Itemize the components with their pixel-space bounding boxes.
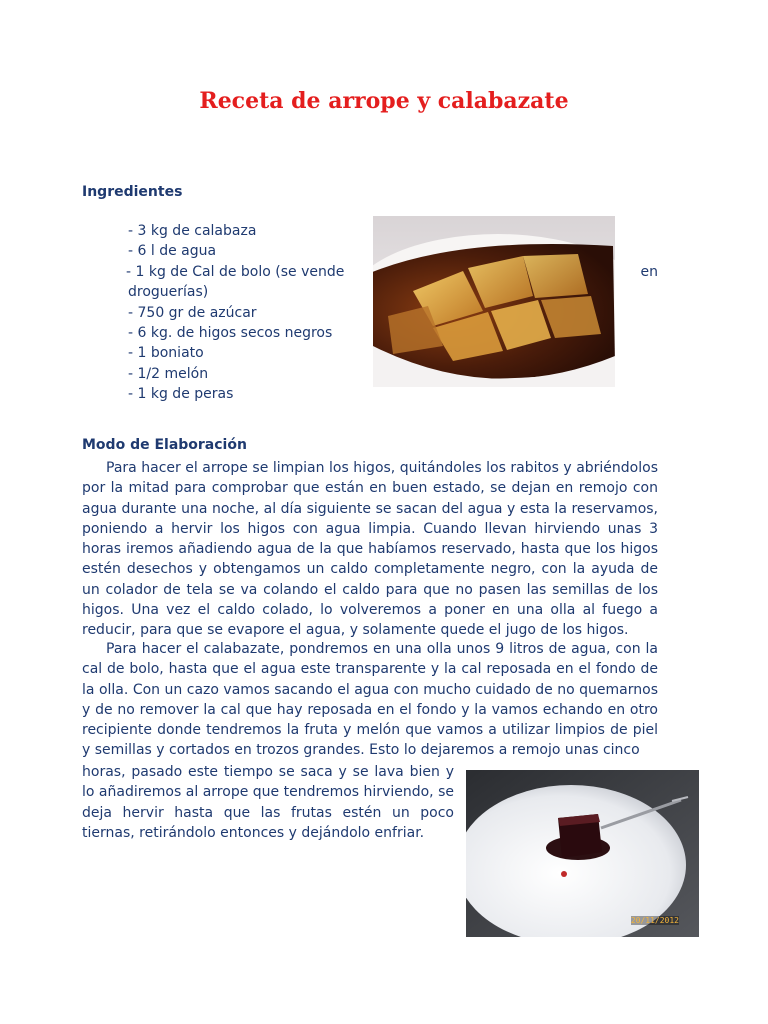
ingredient-text: - 6 l de agua xyxy=(128,243,217,260)
ingredient-text-suffix: en xyxy=(640,263,658,280)
plated-serving-illustration xyxy=(466,770,699,937)
ingredients-heading: Ingredientes xyxy=(82,184,183,200)
method-paragraph-1: Para hacer el arrope se limpian los higos, quitándoles los rabitos y abriéndolos por la mitad para comprobar que están en buen estado, se dejan en remojo con agua durante una noche, al día siguiente se sacan del agua y esta la reservamos, poniendo a hervir los higos con agua limpia. Cuando llevan hirviendo unas 3 horas iremos añadiendo agua de la que habíamos reservado, hasta que los higos estén desechos y obtengamos un caldo completamente negro, con la ayuda de un colador de tela se va colando el caldo para que no pasen las semillas de los higos. Una vez el caldo colado, lo volveremos a poner en una olla al fuego a reducir, para que se evapore el agua, y solamente quede el jugo de los higos. xyxy=(82,460,658,639)
ingredient-text: - 750 gr de azúcar xyxy=(128,304,257,321)
photo-date-stamp: 20/11/2012 xyxy=(630,916,679,925)
ingredient-text: - 1 kg de Cal de bolo (se vende xyxy=(126,263,345,280)
plated-serving-photo xyxy=(466,770,699,937)
method-heading: Modo de Elaboración xyxy=(82,437,247,453)
arrope-tray-photo xyxy=(373,216,615,387)
ingredient-text: - 6 kg. de higos secos negros xyxy=(128,325,333,342)
ingredient-text: - 3 kg de calabaza xyxy=(128,223,257,239)
ingredient-text: - 1 boniato xyxy=(128,345,204,362)
method-paragraph-2: Para hacer el calabazate, pondremos en una olla unos 9 litros de agua, con la cal de bolo, hasta que el agua este transparente y la cal reposada en el fondo de la olla. Con un cazo vamos sacando el agua con mucho cuidado de no quemarnos y de no remover la cal que hay reposada en el fondo y la vamos echando en otro recipiente donde tendremos la fruta y melón que vamos a utilizar limpios de piel y semillas y cortados en trozos grandes. Esto lo dejaremos a remojo unas cinco xyxy=(82,641,658,759)
page-title: Receta de arrope y calabazate xyxy=(199,88,569,114)
ingredient-text: droguerías) xyxy=(128,284,209,301)
list-item xyxy=(128,384,660,404)
ingredient-text: - 1/2 melón xyxy=(128,365,209,382)
arrope-tray-illustration xyxy=(373,216,615,387)
ingredient-text: - 1 kg de peras xyxy=(128,386,234,403)
method-paragraph-3: horas, pasado este tiempo se saca y se lava bien y lo añadiremos al arrope que tendremos hirviendo, se deja hervir hasta que las frutas estén un poco tiernas, retirándolo entonces y dejándolo enfriar. xyxy=(82,764,454,841)
